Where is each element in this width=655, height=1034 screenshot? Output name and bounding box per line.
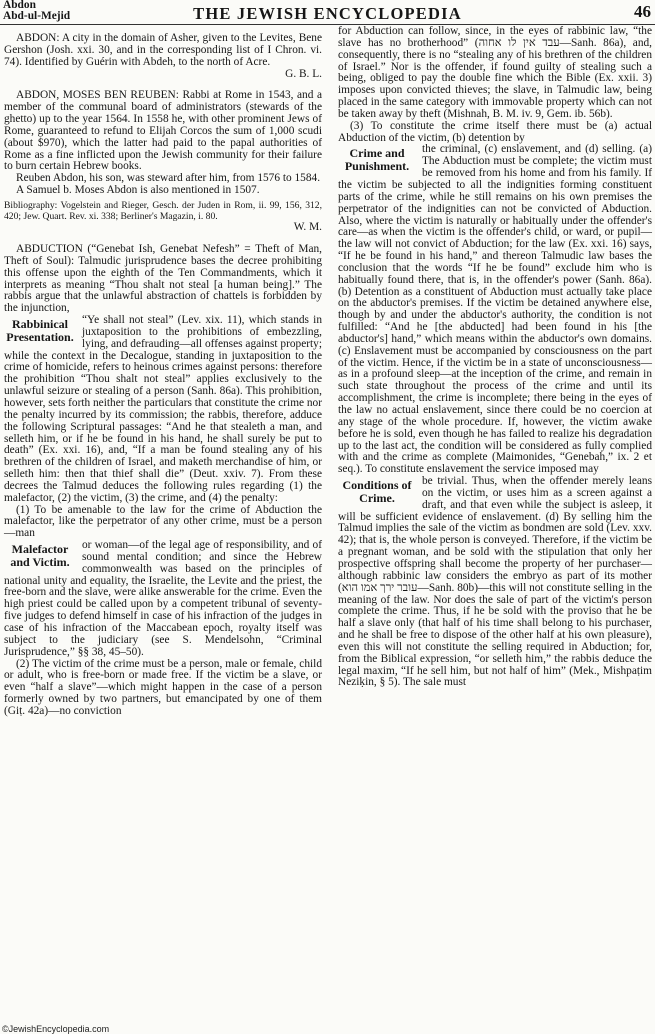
page-title: THE JEWISH ENCYCLOPEDIA: [193, 4, 462, 23]
malefactor-continued: or woman—of the legal age of responsibility, and of sound mental condition; and since the Hebrew commonwealth was based on the principles of national unity and equality, the Israelite, the Levite and the priest, the free-born and the slave, were alike answerable for the crime. Even the high priest could be called upon by a competent tribunal of seventy-five judges to defend himself in case of his infraction of the judges in case of his infraction of the Maccabean epoch, royalty itself was subject to the judiciary (see S. Mendelsohn, “Criminal Jurisprudence,” §§ 38, 45–50).: [4, 539, 322, 658]
entry-samuel: A Samuel b. Moses Abdon is also mentioned in 1507.: [16, 184, 260, 197]
entry-abduction-intro: ABDUCTION (“Genebat Ish, Genebat Nefesh” = Theft of Man, Theft of Soul): Talmudic jurisprudence bases the decree prohibiting this offense upon the eighth of the Ten Commandments, which it interprets as meaning “Thou shalt not steal [a human being].” The rabbis argue that the unlawful abstraction of chattels is forbidden by the injunction,: [4, 243, 322, 315]
malefactor-intro: (1) To be amenable to the law for the crime of Abduction the malefactor, like the perpetrator of any other crime, must be a person—man: [4, 503, 322, 540]
running-head-top: Abdon: [3, 0, 36, 11]
page-number: 46: [634, 2, 651, 21]
victim-paragraph: (2) The victim of the crime must be a person, male or female, child or adult, who is free-born or made free. If the victim be a slave, or even “half a slave”—which might happen in the case of a person formerly owned by two partners, but emancipated by one of them (Giṭ. 42a)—no conviction: [4, 657, 322, 717]
sidenote-crime: Crime and Punishment.: [344, 146, 410, 173]
footer-credit: ©JewishEncyclopedia.com: [2, 1024, 110, 1034]
right-para-1: for Abduction can follow, since, in the eyes of rabbinic law, “the slave has no brotherhood” (עבד אין לו אחוה—Sanh. 86a), and, consequently, there is no “stealing any of his brethren of the children of Israel.” Nor is the offender, if found guilty of stealing such a being, obliged to pay the double fine which the Bible (Ex. xxii. 3) imposes upon convicted thieves; the slave, in Talmudic law, being placed in the same category with immovable property which can not be taken away by theft (Mishnah, B. M. iv. 9, Gem. ib. 56b).: [338, 25, 652, 120]
running-head-bottom: Abd-ul-Mejid: [3, 10, 71, 22]
signature-gbl: G. B. L.: [285, 67, 322, 80]
left-column: [4, 33, 322, 718]
entry-abdon-city: ABDON: A city in the domain of Asher, given to the Levites, Bene Gershon (Josh. xxi. 30, and in the corresponding list of I Chron. vi. 74). Identified by Guérin with Abdeh, to the north of Acre.: [4, 32, 322, 68]
bibliography: Bibliography: Vogelstein and Rieger, Gesch. der Juden in Rom, ii. 99, 156, 312, 420; Jew. Quart. Rev. xi. 338; Berliner's Magazin, i. 80.: [4, 199, 322, 222]
right-para-2-cont: the criminal, (c) enslavement, and (d) selling. (a) The Abduction must be complete; the victim must be removed from his home and from his family. If the victim be subjected to all the indignities forming constituent parts of the crime, while he still remains on his own premises the perpetrator of the indignities can not be convicted of Abduction. Also, where the victim is naturally or habitually under the offender's care—as when the victim is the offender's child, or ward, or pupil—the law will not convict of Abduction; for the law (Ex. xxi. 16) says, “If he be found in his hand,” and thereon Talmudic law bases the conclusion that the words “If he be found” exclude him who is habitually found there, that is, in the offender's power (Sanh. 86a). (b) Detention as a constituent of Abduction must actually take place on the abductor's premises. If the victim be detained anywhere else, though by and under the abductor's authority, the condition is not fulfilled: “And he [the abducted] had been found in his [the abductor's] hand,” which means within the abductor's own domains. (c) Enslavement must be accompanied by consciousness on the part of the victim. Hence, if the victim be in a state of unconsciousness—as in a profound sleep—at the inception of the crime, and remain in such state throughout the process of the crime and until its accomplishment, the crime is incomplete; there being in the eyes of the law no actual enslavement, since there could be no coercion at any stage of the whole procedure. If, however, the victim awake before he is sold, even though he has failed to realize his degradation up to the last act, the condition will be considered as fully complied with and the crime as complete (Maimonides, “Genebah,” ix. 2 et seq.). To constitute enslavement the service imposed may: [338, 143, 652, 476]
abduction-continued: “Ye shall not steal” (Lev. xix. 11), which stands in juxtaposition to the prohibitions of embezzling, lying, and defrauding—all offenses against property; while the context in the Decalogue, standing in juxtaposition to the crime of homicide, refers to heinous crimes against persons: therefore the prohibition “Thou shalt not steal” applies exclusively to the unlawful seizure or stealing of a person (Sanh. 86a). This prohibition, however, sets forth neither the particulars that constitute the crime nor the penalty incurred by its commission; the rabbis, therefore, adduce the following Scriptural passages: “And he that stealeth a man, and selleth him, or if he be found in his hand, he shall surely be put to death” (Ex. xxi. 16), and, “If a man be found stealing any of his brethren of the children of Israel, and maketh merchandise of him, or selleth him: then that thief shall die” (Deut. xxiv. 7). From these decrees the Talmud deduces the following rules regarding (1) the malefactor, (2) the victim, (3) the crime, and (4) the penalty:: [4, 314, 323, 504]
sidenote-conditions: Conditions of Crime.: [342, 478, 412, 505]
signature-wm: W. M.: [293, 221, 322, 234]
entry-abdon-moses: ABDON, MOSES BEN REUBEN: Rabbi at Rome in 1543, and a member of the communal board of administrators (stewards of the ghetto) up to the year 1564. In 1558 he, with other prominent Jews of Rome, guaranteed to refund to Elijah Corcos the sum of 1,000 scudi (about $970), which the latter had paid to the papal authorities of Rome as a fine inflicted upon the Jewish community for their failure to burn certain Hebrew books.: [4, 89, 322, 173]
right-column: [338, 26, 652, 689]
sidenote-malefactor: Malefactor and Victim.: [10, 542, 70, 569]
page-header: [0, 0, 655, 25]
sidenote-rabbinical: Rabbinical Presentation.: [6, 317, 74, 344]
right-para-3: be trivial. Thus, when the offender merely leans on the victim, or uses him as a screen against a draft, and that even while the subject is asleep, it will be sufficient evidence of enslavement. (d) By selling him the Talmud implies the sale of the victim as bondmen are sold (Lev. xxv. 42); that is, the whole person is conveyed. Therefore, if the victim be a pregnant woman, and be sold with the stipulation that only her prospective offspring shall become the property of her purchaser—although rabbinic law considers the embryo as part of its mother (עובר ירך אמו הוא—Sanh. 80b)—this will not constitute selling in the meaning of the law. Nor does the sale of part of the victim's person complete the crime. Thus, if he be sold with the proviso that he be half a slave only (that half of his time shall belong to his purchaser, and he shall be free to dispose of the other half at his own pleasure), even this will not constitute the selling required in Abduction; for, from the Biblical expression, “or selleth him,” the rabbis deduce the legal maxim, “If he sell him, but not half of him” (Mek., Mishpaṭim Neziḳin, § 5). The sale must: [338, 475, 652, 689]
right-para-2-intro: (3) To constitute the crime itself there must be (a) actual Abduction of the victim, (b) detention by: [338, 119, 652, 144]
entry-reuben: Reuben Abdon, his son, was steward after him, from 1576 to 1584.: [16, 172, 321, 185]
